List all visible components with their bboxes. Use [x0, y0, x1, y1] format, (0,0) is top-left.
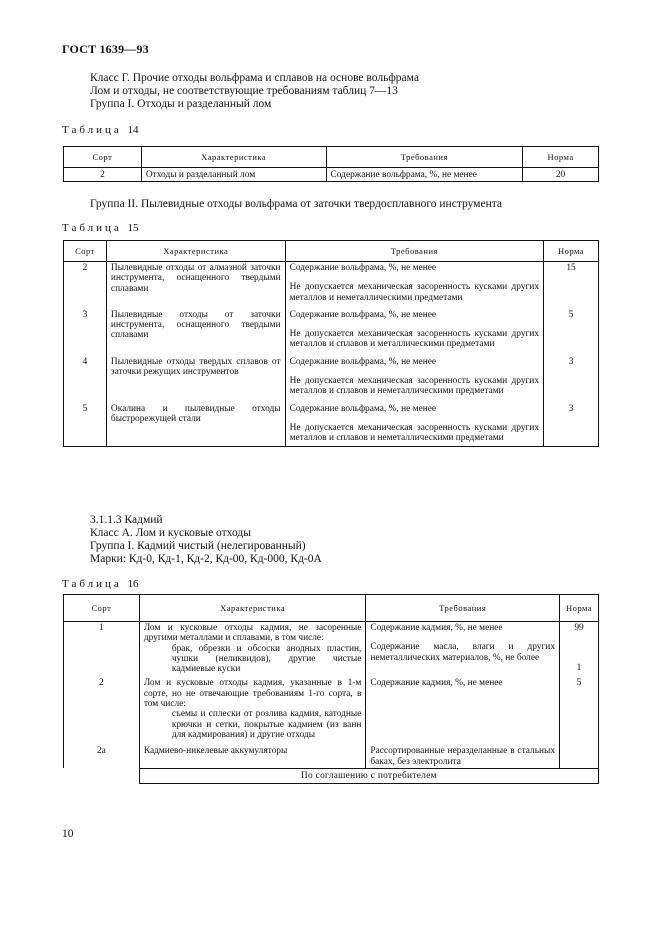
cadmium-section-number: 3.1.1.3 Кадмий	[90, 514, 163, 526]
col-header-sort: Сорт	[64, 241, 107, 262]
characteristic-main: Лом и кусковые отходы кадмия, не засоренные другими металлами и сплавами, в том числе:	[143, 623, 362, 644]
footer-spacer	[64, 768, 140, 783]
cell-norm: 5	[544, 309, 599, 356]
cell-characteristic: Окалина и пылевидные отходы быстрорежущей стали	[106, 403, 285, 446]
table-row	[64, 745, 599, 768]
class-g-line-2: Лом и отходы, не соответствующие требованиям таблиц 7—13	[90, 85, 398, 97]
cell-norm	[560, 622, 599, 678]
col-header-sort: Сорт	[64, 595, 140, 622]
table-row	[64, 356, 599, 403]
col-header-sort: Сорт	[64, 147, 142, 168]
document-header: ГОСТ 1639—93	[62, 42, 149, 56]
cell-requirements	[285, 403, 543, 446]
col-header-requirements: Требования	[285, 241, 543, 262]
cell-sort: 5	[64, 403, 107, 446]
cell-characteristic	[139, 622, 366, 678]
table-caption-label: Таблица	[62, 222, 122, 234]
table-16-caption	[62, 578, 139, 590]
requirement-content: Содержание вольфрама, %, не менее	[289, 403, 437, 414]
table-15	[63, 240, 599, 447]
cell-requirements: Содержание кадмия, %, не менее	[366, 677, 560, 745]
cell-sort: 3	[64, 309, 107, 356]
cell-sort: 2а	[64, 745, 140, 768]
cell-requirements	[366, 622, 560, 678]
requirement-content: Содержание вольфрама, %, не менее	[289, 263, 437, 273]
norm-impurities: 1	[576, 663, 582, 674]
col-header-requirements: Требования	[366, 595, 560, 622]
cell-characteristic	[139, 677, 366, 745]
col-header-norm: Норма	[523, 147, 599, 168]
table-14	[63, 146, 599, 182]
characteristic-sub: съемы и сплески от розлива кадмия, катодные крючки и сетки, покрытые кадмием (из ванн для кадмирования) и другие отходы	[171, 709, 362, 740]
table-caption-label: Таблица	[62, 578, 122, 590]
requirement-contamination: Не допускается механическая засоренность кусками других металлов и сплавов и металлическими предметами	[289, 329, 540, 350]
cell-requirements: Рассортированные неразделанные в стальных баках, без электролита	[366, 745, 560, 768]
cell-sort: 4	[64, 356, 107, 403]
table-row	[64, 403, 599, 446]
table-row	[64, 309, 599, 356]
cell-sort: 1	[64, 622, 140, 678]
cell-requirements: Содержание вольфрама, %, не менее	[326, 168, 523, 182]
table-caption-number: 15	[127, 222, 139, 234]
cell-characteristic: Кадмиево-никелевые аккумуляторы	[139, 745, 366, 768]
cell-norm: 3	[544, 356, 599, 403]
cell-sort: 2	[64, 168, 142, 182]
table-footer-note: По соглашению с потребителем	[139, 768, 598, 783]
cell-characteristic: Пылевидные отходы от алмазной заточки инструмента, оснащенного твердыми сплавами	[106, 262, 285, 309]
table-footer-row	[64, 768, 599, 783]
cadmium-group-1: Группа I. Кадмий чистый (нелегированный)	[90, 540, 306, 552]
cell-sort: 2	[64, 262, 107, 309]
requirement-content: Содержание кадмия, %, не менее	[370, 623, 503, 633]
cell-norm: 20	[523, 168, 599, 182]
table-row	[64, 168, 599, 182]
cell-requirements	[285, 356, 543, 403]
col-header-characteristic: Характеристика	[141, 147, 326, 168]
table-caption-number: 16	[127, 578, 139, 590]
page-number: 10	[62, 828, 74, 840]
col-header-norm: Норма	[560, 595, 599, 622]
cadmium-class-a: Класс А. Лом и кусковые отходы	[90, 527, 251, 539]
table-14-caption	[62, 124, 139, 136]
col-header-characteristic: Характеристика	[106, 241, 285, 262]
cell-requirements	[285, 262, 543, 309]
requirement-content: Содержание вольфрама, %, не менее	[289, 309, 437, 320]
requirement-content: Содержание вольфрама, %, не менее	[289, 356, 437, 367]
class-g-line-3: Группа I. Отходы и разделанный лом	[90, 98, 272, 110]
table-15-caption	[62, 222, 139, 234]
cell-norm: 3	[544, 403, 599, 446]
cell-requirements	[285, 309, 543, 356]
norm-cadmium: 99	[574, 623, 584, 633]
table-row	[64, 622, 599, 678]
cell-characteristic: Отходы и разделанный лом	[141, 168, 326, 182]
requirement-impurities: Содержание масла, влаги и других неметаллических материалов, %, не более	[370, 642, 556, 663]
characteristic-main: Лом и кусковые отходы кадмия, указанные в 1-м сорте, но не отвечающие требованиям 1-го сорта, в том числе:	[143, 678, 362, 710]
cell-sort: 2	[64, 677, 140, 745]
table-row	[64, 262, 599, 309]
cell-characteristic: Пылевидные отходы от заточки инструмента, оснащенного твердыми сплавами	[106, 309, 285, 356]
cadmium-grades: Марки: Кд-0, Кд-1, Кд-2, Кд-00, Кд-000, Кд-0А	[90, 553, 322, 565]
table-row	[64, 677, 599, 745]
col-header-requirements: Требования	[326, 147, 523, 168]
requirement-contamination: Не допускается механическая засоренность кусками других металлов и неметаллическими предметами	[289, 282, 540, 303]
class-g-line-1: Класс Г. Прочие отходы вольфрама и сплавов на основе вольфрама	[90, 72, 419, 84]
table-caption-label: Таблица	[62, 124, 122, 136]
characteristic-sub: брак, обрезки и обсоски анодных пластин, чушки (неликвидов), другие чистые кадмиевые куски	[171, 643, 362, 675]
requirement-contamination: Не допускается механическая засоренность кусками других металлов и сплавов и неметаллическими предметами	[289, 422, 540, 444]
col-header-norm: Норма	[544, 241, 599, 262]
requirement-contamination: Не допускается механическая засоренность кусками других металлов и сплавов и неметаллическими предметами	[289, 376, 540, 397]
cell-norm: 15	[544, 262, 599, 309]
cell-norm: 5	[560, 677, 599, 745]
col-header-characteristic: Характеристика	[139, 595, 366, 622]
table-caption-number: 14	[127, 124, 139, 136]
group-2-title: Группа II. Пылевидные отходы вольфрама от заточки твердосплавного инструмента	[90, 198, 502, 210]
cell-norm	[560, 745, 599, 768]
table-16	[63, 594, 599, 784]
cell-characteristic: Пылевидные отходы твердых сплавов от заточки режущих инструментов	[106, 356, 285, 403]
